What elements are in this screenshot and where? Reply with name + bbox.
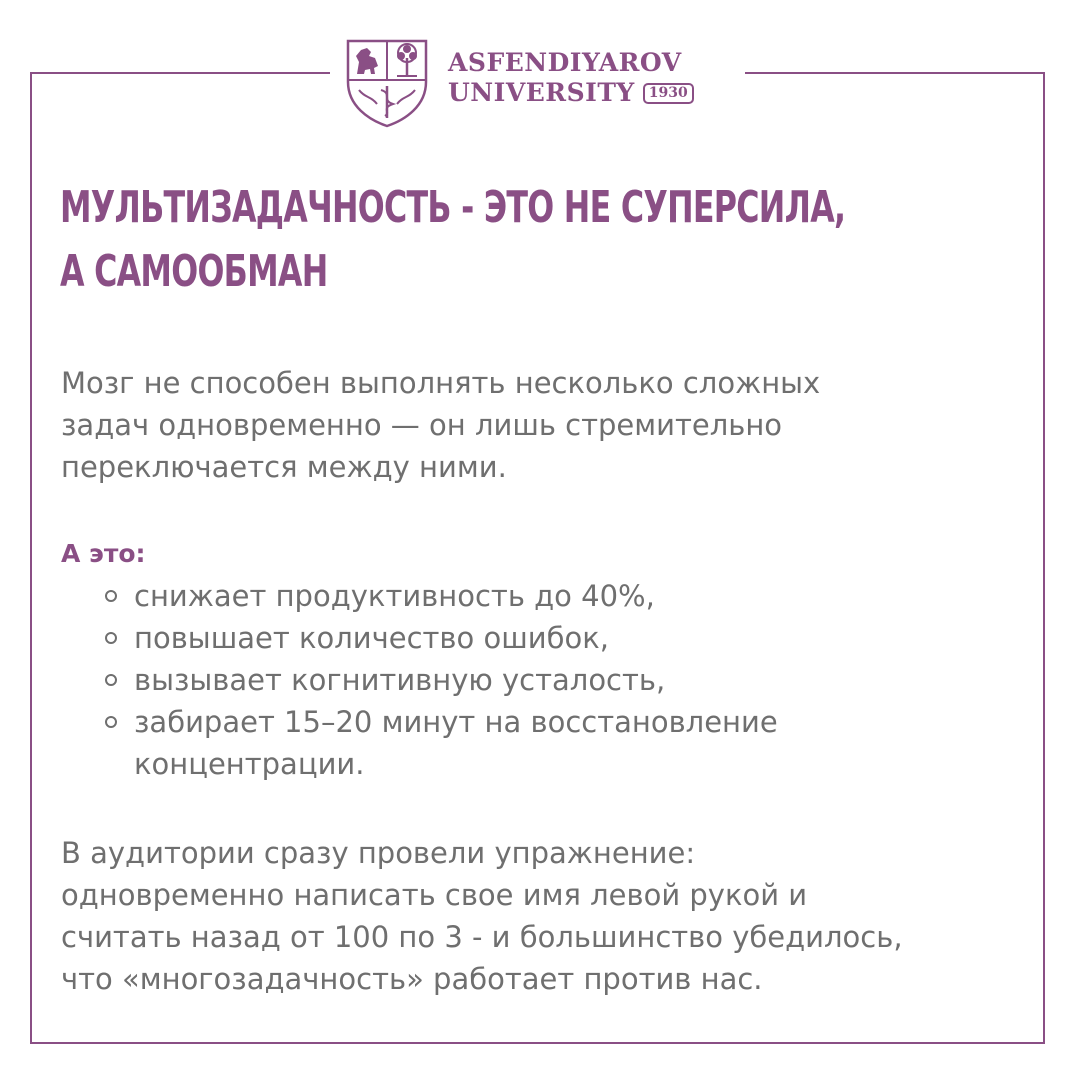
list-item-text: повышает количество ошибок, [134, 621, 609, 655]
headline-line: МУЛЬТИЗАДАЧНОСТЬ - ЭТО НЕ СУПЕРСИЛА, [60, 182, 846, 233]
wordmark-line-2: UNIVERSITY [448, 78, 635, 107]
outro-line: что «многозадачность» работает против нас. [61, 962, 763, 996]
bullet-circle-icon [105, 590, 117, 602]
list-item [100, 617, 1000, 659]
list-item [100, 575, 1000, 617]
list-item [100, 701, 874, 785]
outro-line: считать назад от 100 по 3 - и большинство убедилось, [61, 920, 903, 954]
wordmark-line-1: ASFENDIYAROV [448, 48, 682, 77]
intro-line: Мозг не способен выполнять несколько сложных [61, 366, 821, 400]
effects-list [100, 575, 1000, 785]
wordmark-line-2-row [448, 78, 738, 108]
bullet-circle-icon [105, 632, 117, 644]
headline-line: А САМООБМАН [60, 246, 328, 297]
intro-line: задач одновременно — он лишь стремительно [61, 408, 783, 442]
university-wordmark [448, 48, 738, 108]
bullet-circle-icon [105, 716, 117, 728]
list-item-text: забирает 15–20 минут на восстановление концентрации. [134, 705, 778, 781]
list-item-text: вызывает когнитивную усталость, [134, 663, 666, 697]
outro-line: В аудитории сразу провели упражнение: [61, 836, 696, 870]
intro-line: переключается между ними. [61, 450, 507, 484]
list-lead: А это: [61, 539, 146, 568]
list-item-text: снижает продуктивность до 40%, [134, 579, 655, 613]
university-shield-icon [345, 38, 429, 128]
intro-paragraph [61, 362, 1021, 488]
outro-paragraph [61, 832, 1021, 1000]
outro-line: одновременно написать свое имя левой рукой и [61, 878, 808, 912]
founding-year-badge: 1930 [643, 83, 694, 104]
bullet-circle-icon [105, 674, 117, 686]
list-item [100, 659, 1000, 701]
headline [60, 176, 846, 304]
